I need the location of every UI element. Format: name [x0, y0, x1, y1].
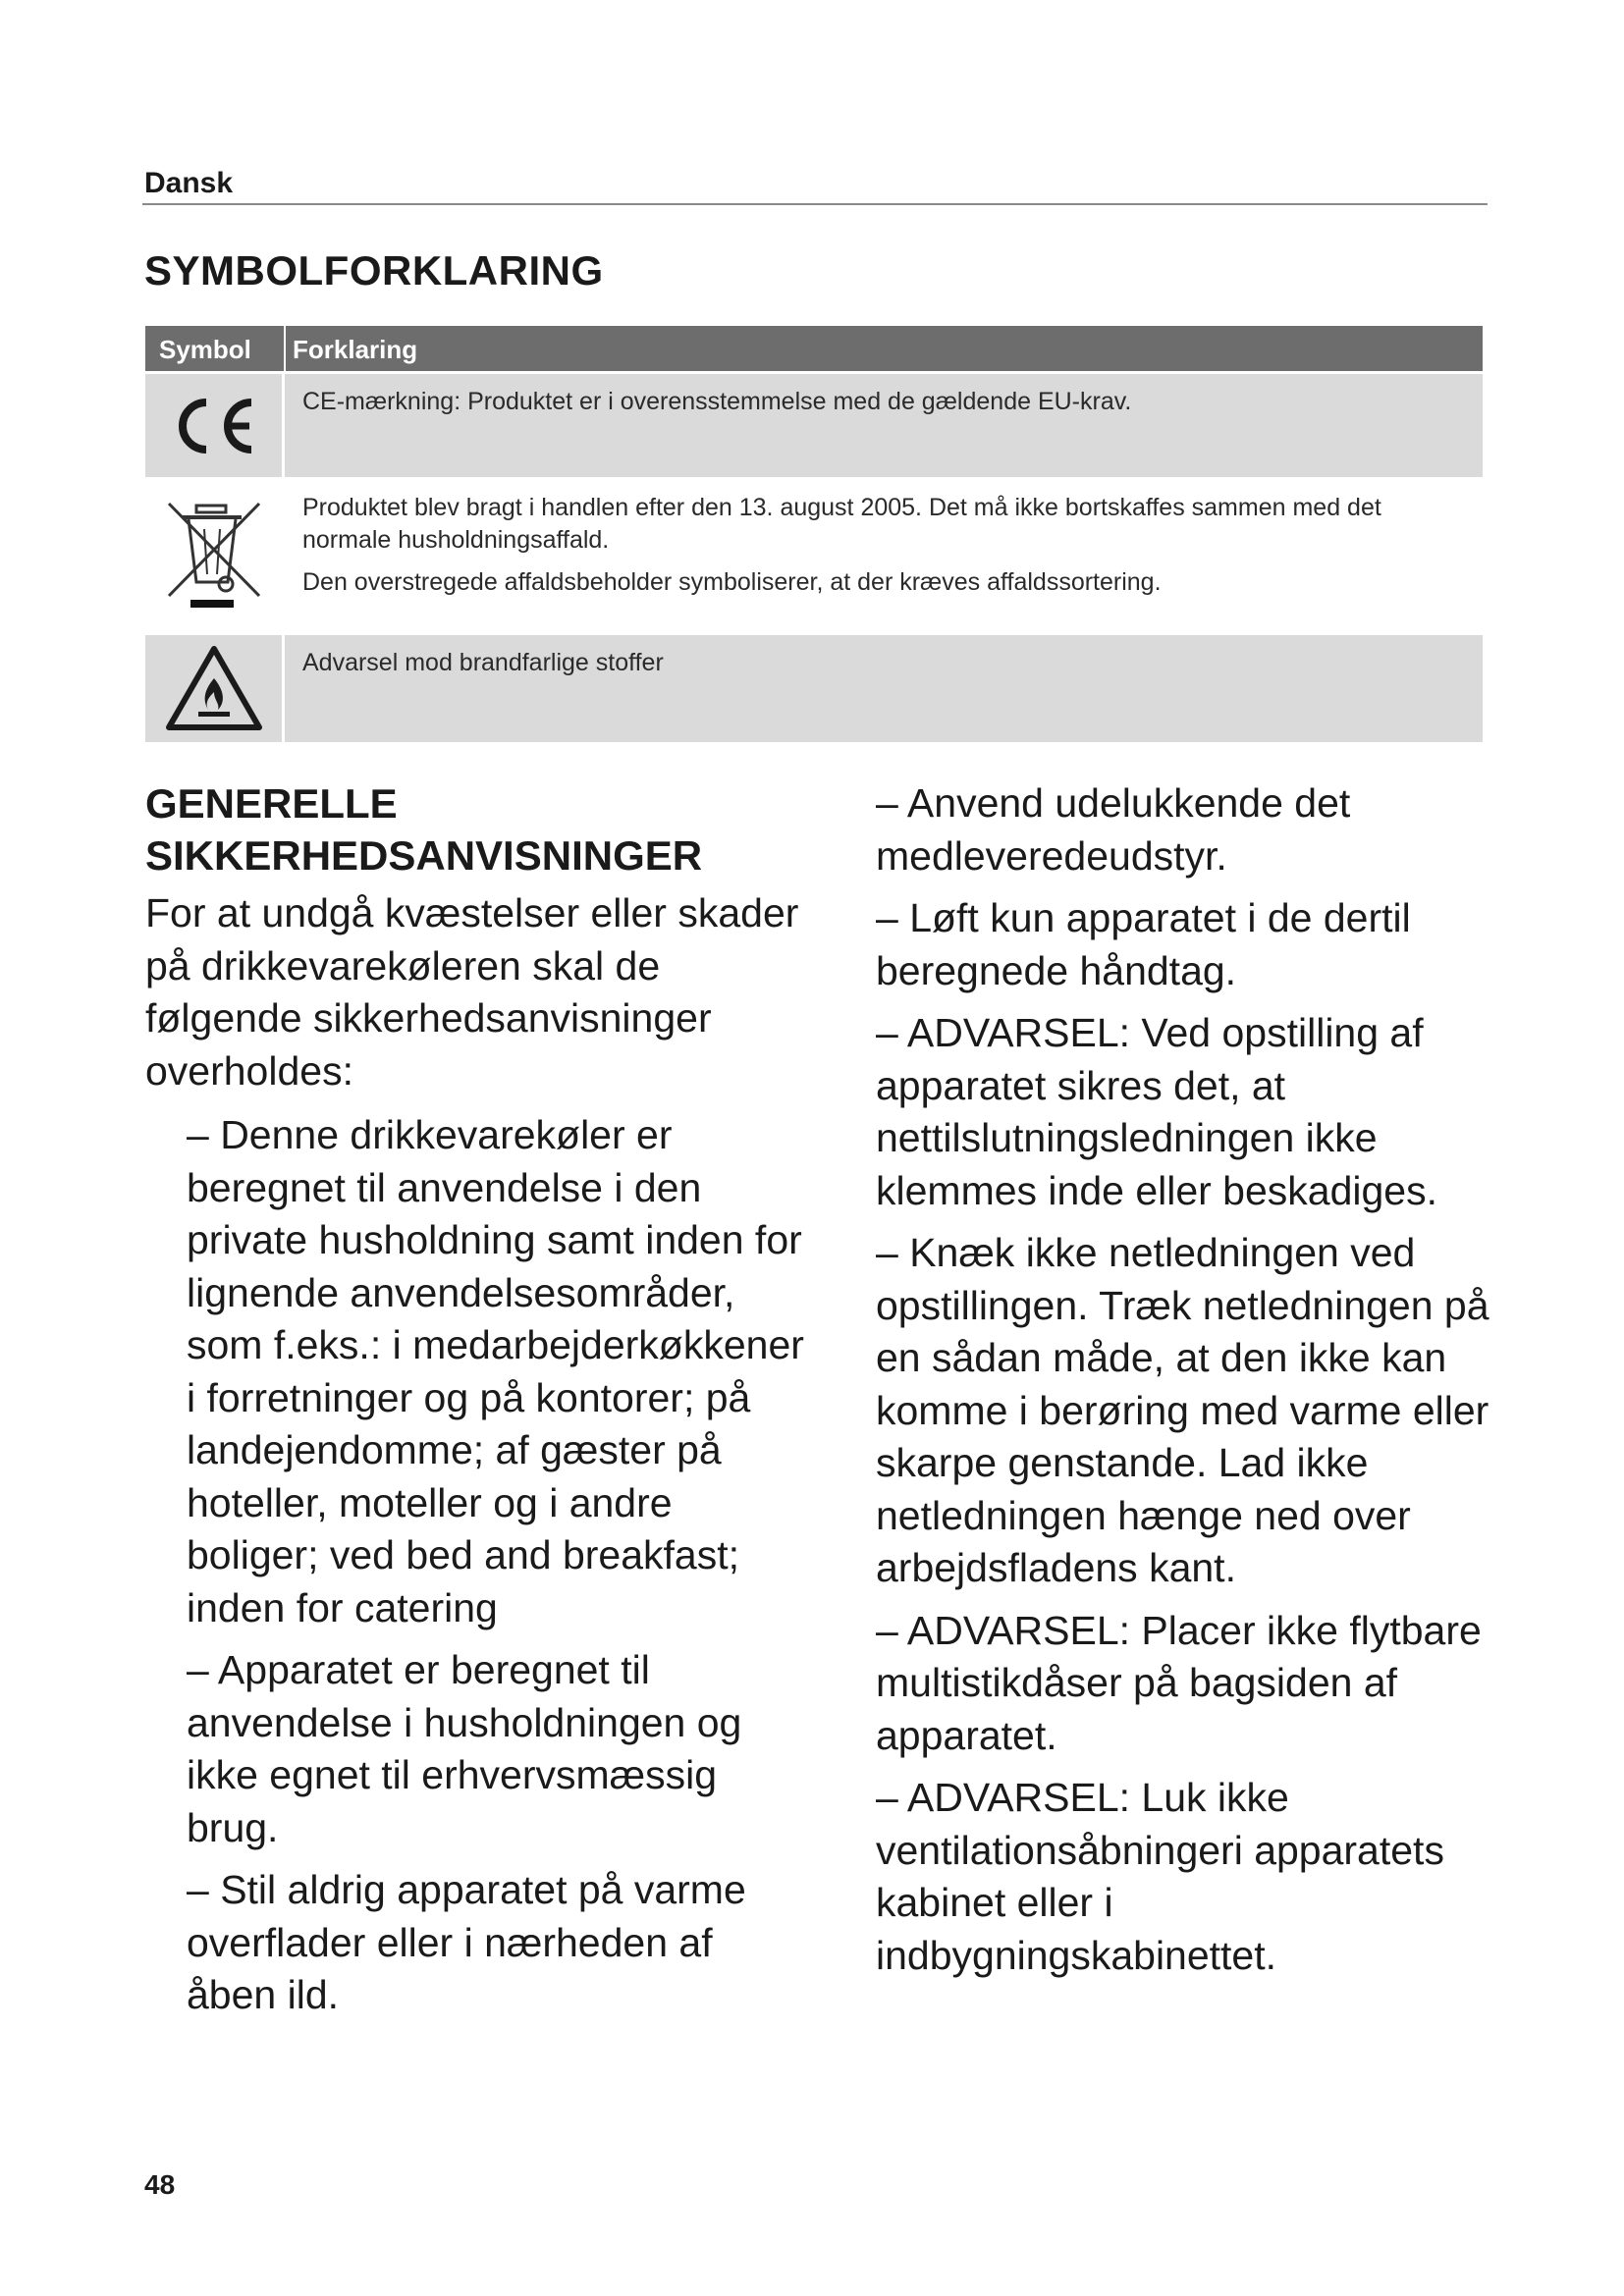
ce-mark-icon: [145, 374, 285, 477]
header-symbol: Symbol: [159, 335, 251, 364]
header-rule: [142, 203, 1488, 205]
safety-item: – Denne drikkevarekøler er beregnet til anvendelse i den private husholdning samt inden for lignende anvendelsesområder, som f.eks.: i medarbejderkøkkener i forretninger og på kontorer; på landejendomme; af gæster på hoteller, moteller og i andre boliger; ved bed and breakfast; inden for catering: [187, 1112, 804, 1630]
flammable-warning-icon: [145, 635, 285, 742]
symbol-row-flammable: [145, 632, 1483, 742]
language-label: Dansk: [144, 167, 234, 199]
symbol-table: [145, 326, 1483, 742]
symbol-row-weee: [145, 477, 1483, 632]
safety-item: – ADVARSEL: Luk ikke ventilationsåbningeri apparatets kabinet eller i indbygningskabinettet.: [876, 1775, 1444, 1978]
weee-text: Produktet blev bragt i handlen efter den 13. august 2005. Det må ikke bortskaffes sammen med det normale husholdningsaffald.: [302, 494, 1381, 554]
symbol-row-ce: [145, 371, 1483, 477]
safety-right-column: [876, 777, 1504, 1992]
flammable-text: Advarsel mod brandfarlige stoffer: [302, 649, 664, 676]
weee-text-2: Den overstregede affaldsbeholder symboliserer, at der kræves affaldssortering.: [302, 568, 1162, 596]
safety-title: GENERELLE SIKKERHEDSANVISNINGER: [145, 780, 703, 879]
crossed-out-bin-icon: [145, 480, 285, 632]
safety-item: – Knæk ikke netledningen ved opstillingen. Træk netledningen på en sådan måde, at den ikke kan komme i berøring med varme eller skarpe genstande. Lad ikke netledningen hænge ned over arbejdsfladens kant.: [876, 1230, 1489, 1590]
safety-intro: For at undgå kvæstelser eller skader på drikkevarekøleren skal de følgende sikkerhedsanvisninger overholdes:: [145, 890, 799, 1094]
ce-mark-text: CE-mærkning: Produktet er i overensstemmelse med de gældende EU-krav.: [302, 388, 1132, 415]
header-explanation: Forklaring: [293, 335, 418, 364]
safety-left-column: [145, 777, 813, 2032]
page-number: 48: [144, 2169, 176, 2200]
safety-item: – ADVARSEL: Placer ikke flytbare multistikdåser på bagsiden af apparatet.: [876, 1607, 1482, 1758]
safety-item: – Løft kun apparatet i de dertil beregnede håndtag.: [876, 895, 1411, 993]
safety-item: – Stil aldrig apparatet på varme overflader eller i nærheden af åben ild.: [187, 1867, 746, 2017]
symbols-title: SYMBOLFORKLARING: [144, 247, 604, 294]
safety-item: – Anvend udelukkende det medleveredeudstyr.: [876, 780, 1351, 879]
symbol-table-header: [145, 326, 1483, 371]
header-separator: [284, 326, 286, 371]
safety-item: – ADVARSEL: Ved opstilling af apparatet sikres det, at nettilslutningsledningen ikke klemmes inde eller beskadiges.: [876, 1010, 1437, 1213]
safety-item: – Apparatet er beregnet til anvendelse i husholdningen og ikke egnet til erhvervsmæssig brug.: [187, 1647, 742, 1850]
